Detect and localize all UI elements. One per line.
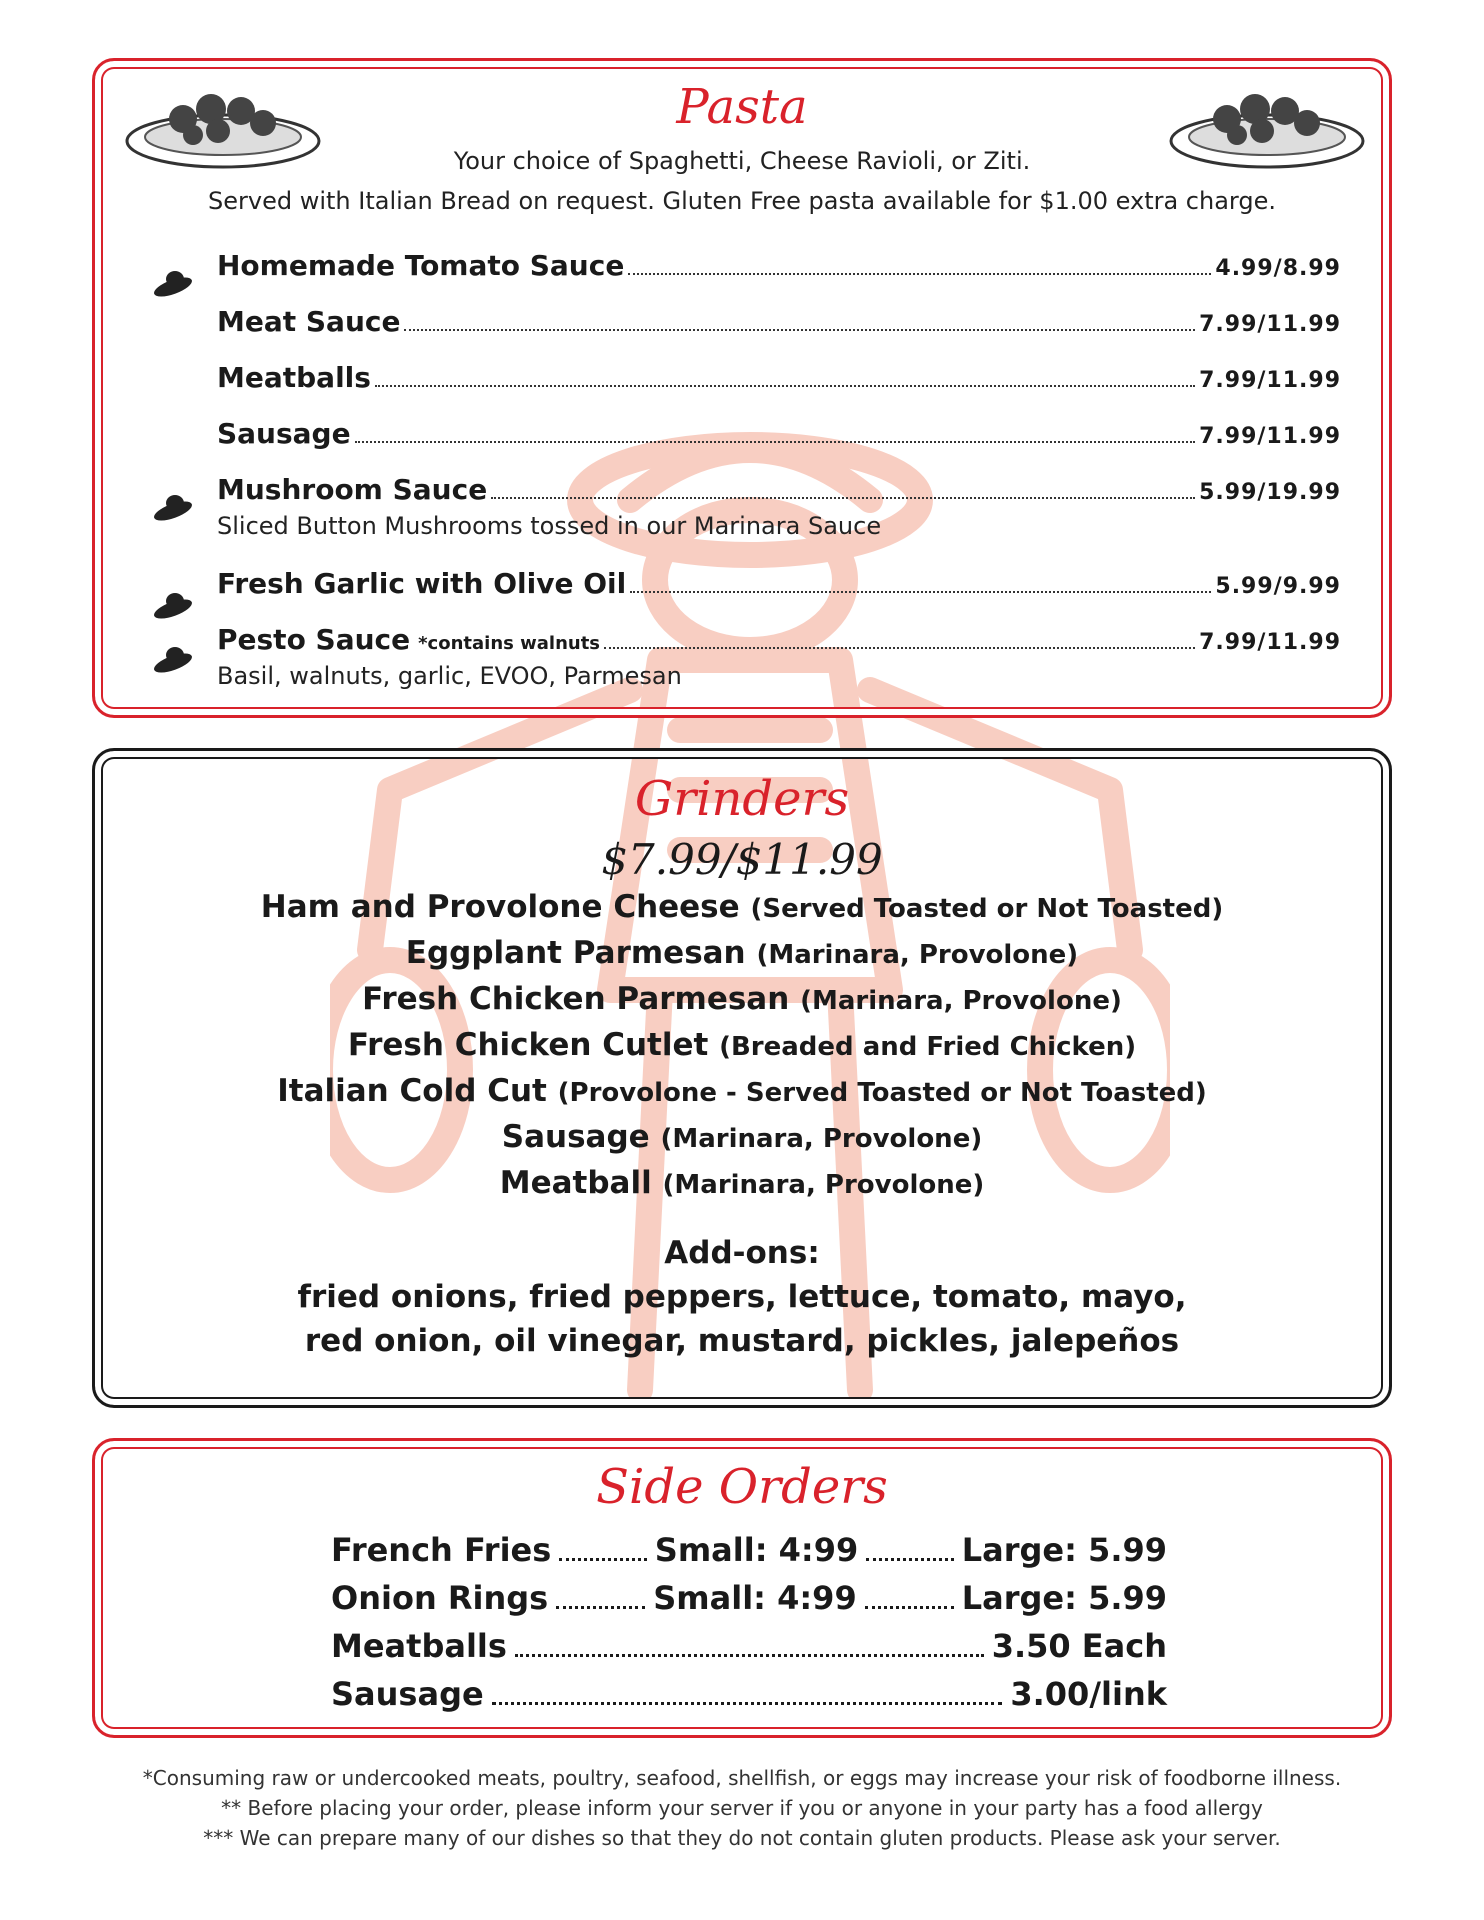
pasta-subtitle: Your choice of Spaghetti, Cheese Ravioli, or Ziti. [453, 147, 1031, 175]
side-orders-title: Side Orders [596, 1459, 888, 1515]
item-name: Meat Sauce [217, 305, 401, 338]
footer-gluten-note: *** We can prepare many of our dishes so that they do not contain gluten products. Please ask your server. [203, 1826, 1281, 1850]
item-price: 7.99/11.99 [1199, 312, 1341, 337]
side-name: Onion Rings [331, 1579, 549, 1617]
side-price-small: Small: 4:99 [654, 1531, 859, 1569]
grinders-price: $7.99/$11.99 [601, 835, 883, 884]
item-name: Mushroom Sauce [217, 473, 488, 506]
grinder-item [95, 1073, 1389, 1109]
addons-list: fried onions, fried peppers, lettuce, tomato, mayo, [297, 1279, 1187, 1315]
grinder-detail: (Marinara, Provolone) [800, 986, 1122, 1016]
grinder-detail: (Breaded and Fried Chicken) [719, 1032, 1137, 1062]
grinder-detail: (Marinara, Provolone) [660, 1124, 983, 1154]
pasta-subtitle: Served with Italian Bread on request. Gluten Free pasta available for $1.00 extra charge. [208, 187, 1276, 215]
grinder-item [95, 1027, 1389, 1063]
grinder-item [95, 889, 1389, 925]
item-price: 7.99/11.99 [1199, 630, 1341, 655]
grinder-name: Fresh Chicken Cutlet [347, 1027, 709, 1063]
side-item [331, 1675, 1167, 1713]
spicy-hat-icon [151, 491, 195, 521]
grinder-detail: (Marinara, Provolone) [756, 940, 1079, 970]
pasta-item [217, 249, 1341, 283]
item-price: 7.99/11.99 [1199, 368, 1341, 393]
side-name: French Fries [331, 1531, 552, 1569]
grinder-name: Eggplant Parmesan [405, 935, 746, 971]
addons-list: red onion, oil vinegar, mustard, pickles, jalepeños [304, 1323, 1180, 1359]
side-price-large: Large: 5.99 [961, 1579, 1168, 1617]
pasta-item [217, 305, 1341, 339]
item-name: Pesto Sauce [217, 623, 411, 656]
pasta-section [92, 58, 1392, 718]
grinders-title: Grinders [634, 771, 850, 827]
grinder-item [95, 1165, 1389, 1201]
grinder-item [95, 1119, 1389, 1155]
footer-disclaimer: *Consuming raw or undercooked meats, poultry, seafood, shellfish, or eggs may increase your risk of foodborne illness. [142, 1766, 1342, 1790]
side-price-small: Small: 4:99 [653, 1579, 857, 1617]
side-price-large: Large: 5.99 [961, 1531, 1167, 1569]
grinders-section [92, 748, 1392, 1408]
item-description: Sliced Button Mushrooms tossed in our Marinara Sauce [217, 512, 882, 540]
grinder-item [95, 935, 1389, 971]
grinder-detail: (Marinara, Provolone) [662, 1170, 985, 1200]
pasta-title: Pasta [676, 79, 808, 135]
grinder-name: Fresh Chicken Parmesan [362, 981, 790, 1017]
pasta-item [217, 567, 1341, 601]
item-price: 4.99/8.99 [1215, 256, 1341, 281]
item-note: *contains walnuts [418, 633, 601, 654]
side-item [331, 1531, 1167, 1569]
side-item [331, 1627, 1167, 1665]
grinder-name: Italian Cold Cut [277, 1073, 547, 1109]
item-price: 5.99/19.99 [1199, 480, 1341, 505]
spicy-hat-icon [151, 267, 195, 297]
side-price: 3.00/link [1010, 1675, 1167, 1713]
item-description: Basil, walnuts, garlic, EVOO, Parmesan [217, 662, 682, 690]
side-name: Meatballs [331, 1627, 507, 1665]
pasta-item [217, 361, 1341, 395]
grinder-detail: (Served Toasted or Not Toasted) [750, 894, 1224, 924]
item-name: Meatballs [217, 361, 371, 394]
grinder-name: Ham and Provolone Cheese [260, 889, 740, 925]
spicy-hat-icon [151, 643, 195, 673]
grinder-name: Sausage [501, 1119, 650, 1155]
spicy-hat-icon [151, 589, 195, 619]
pasta-item [217, 473, 1341, 540]
item-name: Fresh Garlic with Olive Oil [217, 567, 627, 600]
item-name: Homemade Tomato Sauce [217, 249, 625, 282]
item-price: 7.99/11.99 [1199, 424, 1341, 449]
pasta-item [217, 417, 1341, 451]
footer-allergy-note: ** Before placing your order, please inform your server if you or anyone in your party has a food allergy [221, 1796, 1263, 1820]
side-price: 3.50 Each [991, 1627, 1167, 1665]
addons-title: Add-ons: [664, 1235, 820, 1271]
side-name: Sausage [331, 1675, 484, 1713]
item-name: Sausage [217, 417, 351, 450]
pasta-item [217, 623, 1341, 690]
grinder-name: Meatball [499, 1165, 652, 1201]
item-price: 5.99/9.99 [1215, 574, 1341, 599]
grinder-item [95, 981, 1389, 1017]
grinder-detail: (Provolone - Served Toasted or Not Toasted) [557, 1078, 1207, 1108]
side-item [331, 1579, 1167, 1617]
side-orders-section [92, 1438, 1392, 1738]
